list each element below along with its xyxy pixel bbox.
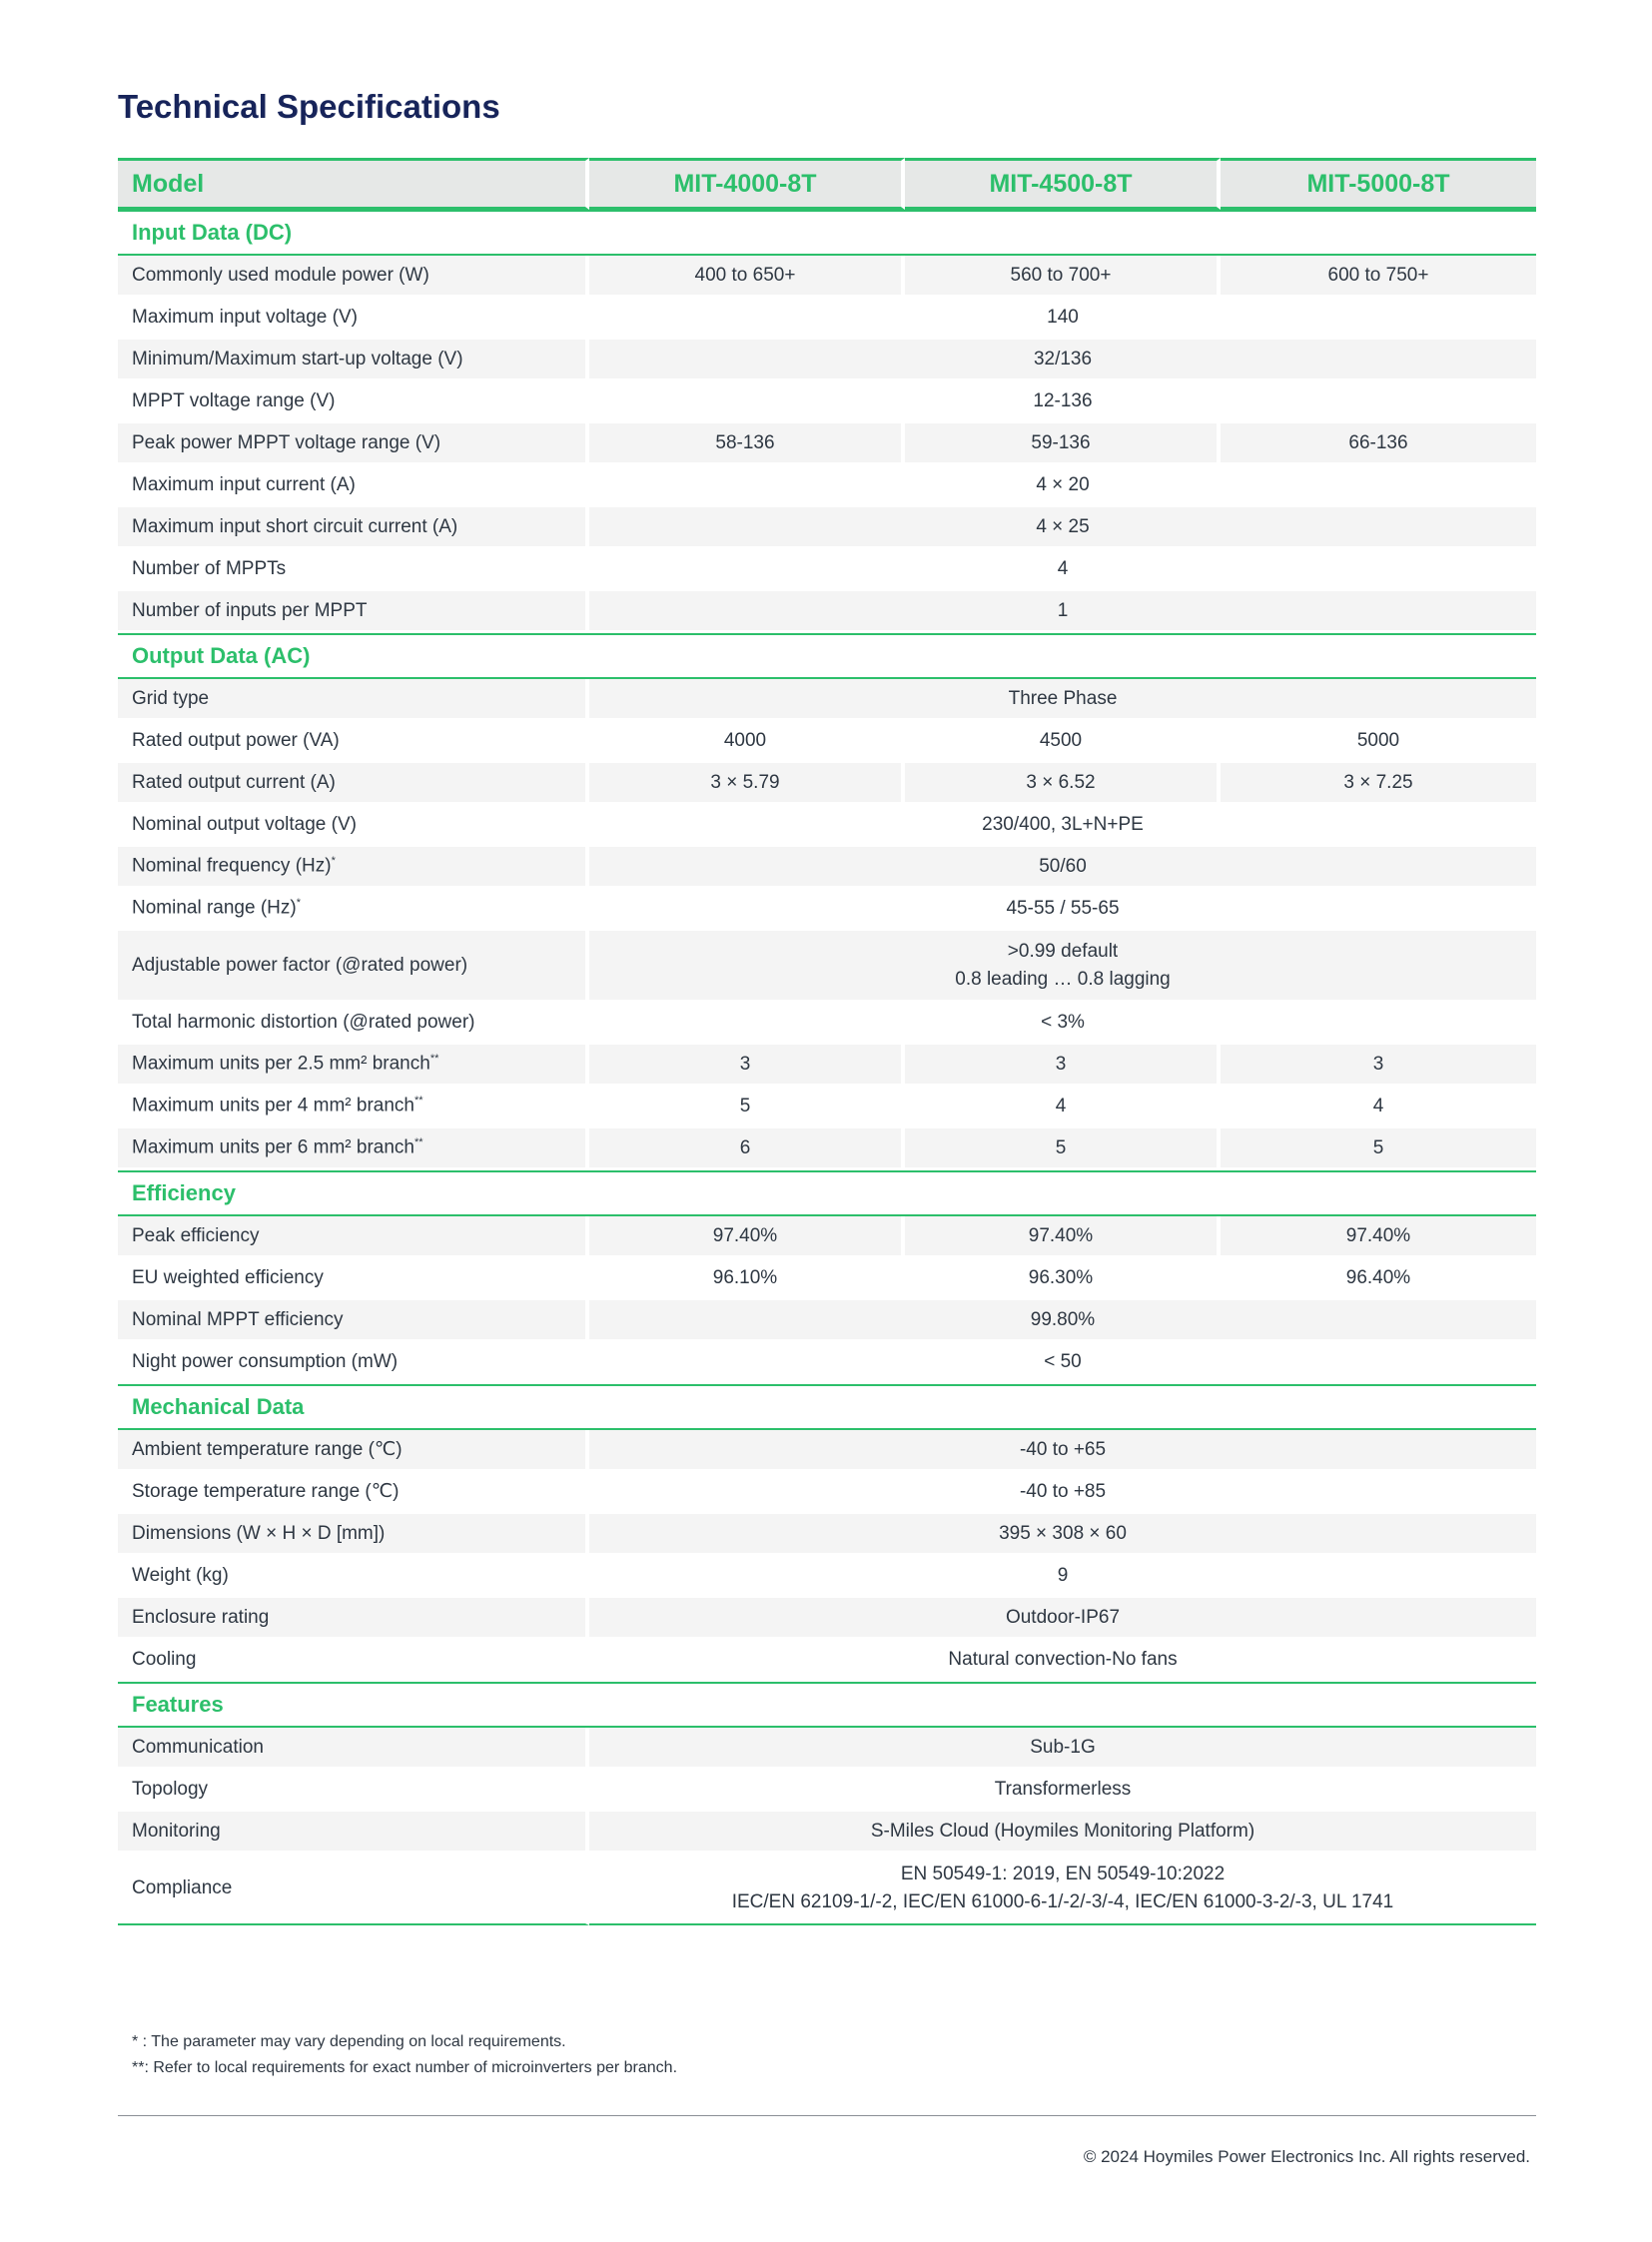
spec-value: 3 × 5.79 — [589, 763, 905, 805]
footnotes — [132, 2029, 677, 2081]
spec-value-shared: 9 — [589, 1556, 1536, 1598]
spec-label-cell — [118, 1430, 589, 1472]
spec-value-line: IEC/EN 62109-1/-2, IEC/EN 61000-6-1/-2/-3/-4, IEC/EN 61000-3-2/-3, UL 1741 — [731, 1891, 1394, 1912]
spec-label: Maximum input short circuit current (A) — [132, 515, 458, 537]
table-row — [118, 1598, 1536, 1640]
table-row — [118, 1342, 1536, 1384]
spec-label-cell — [118, 1812, 589, 1854]
spec-value-shared: < 50 — [589, 1342, 1536, 1384]
table-row — [118, 1514, 1536, 1556]
section-title: Efficiency — [118, 1170, 1536, 1216]
spec-label-cell — [118, 465, 589, 507]
spec-value-shared: Outdoor-IP67 — [589, 1598, 1536, 1640]
spec-value: 5 — [589, 1087, 905, 1128]
table-row — [118, 679, 1536, 721]
spec-value: 97.40% — [1221, 1216, 1536, 1258]
spec-value-shared — [589, 1854, 1536, 1925]
table-row — [118, 1258, 1536, 1300]
spec-label-cell — [118, 298, 589, 340]
spec-value-line: >0.99 default — [1007, 940, 1119, 962]
spec-value: 3 — [905, 1045, 1221, 1087]
spec-label-cell — [118, 1045, 589, 1087]
section-header-row — [118, 210, 1536, 256]
spec-label-cell — [118, 1128, 589, 1170]
spec-label: Maximum units per 6 mm² branch — [132, 1136, 414, 1158]
spec-label: Adjustable power factor (@rated power) — [132, 954, 468, 976]
spec-label: Maximum units per 2.5 mm² branch — [132, 1053, 430, 1075]
spec-label: Dimensions (W × H × D [mm]) — [132, 1522, 386, 1544]
spec-label: Ambient temperature range (℃) — [132, 1439, 403, 1460]
section-title: Features — [118, 1682, 1536, 1728]
section-title: Output Data (AC) — [118, 633, 1536, 679]
spec-value: 560 to 700+ — [905, 256, 1221, 298]
spec-label-cell — [118, 847, 589, 889]
spec-label-cell — [118, 1216, 589, 1258]
spec-value: 4 — [1221, 1087, 1536, 1128]
spec-label-cell — [118, 549, 589, 591]
spec-label: Communication — [132, 1736, 264, 1758]
spec-value-shared: Transformerless — [589, 1770, 1536, 1812]
spec-label-cell — [118, 340, 589, 381]
section-header-row — [118, 1384, 1536, 1430]
table-row — [118, 1728, 1536, 1770]
spec-label-cell — [118, 381, 589, 423]
spec-value: 5 — [905, 1128, 1221, 1170]
spec-label-cell — [118, 1472, 589, 1514]
spec-value-shared: 4 × 25 — [589, 507, 1536, 549]
spec-value: 97.40% — [905, 1216, 1221, 1258]
spec-label-cell — [118, 679, 589, 721]
spec-value: 3 — [589, 1045, 905, 1087]
table-row — [118, 1854, 1536, 1925]
spec-value: 4 — [905, 1087, 1221, 1128]
spec-value: 96.40% — [1221, 1258, 1536, 1300]
spec-value: 5000 — [1221, 721, 1536, 763]
spec-value-shared: 1 — [589, 591, 1536, 633]
table-row — [118, 507, 1536, 549]
footnote: **: Refer to local requirements for exact number of microinverters per branch. — [132, 2059, 678, 2076]
spec-label-cell — [118, 1514, 589, 1556]
spec-table — [118, 158, 1536, 1925]
spec-value-shared: 32/136 — [589, 340, 1536, 381]
spec-label: EU weighted efficiency — [132, 1266, 324, 1288]
spec-label-cell — [118, 1728, 589, 1770]
footnote-marker: * — [296, 897, 302, 910]
spec-value: 400 to 650+ — [589, 256, 905, 298]
spec-value: 4000 — [589, 721, 905, 763]
model-column-header: MIT-5000-8T — [1221, 158, 1536, 210]
table-row — [118, 889, 1536, 931]
table-row — [118, 805, 1536, 847]
table-row — [118, 1556, 1536, 1598]
spec-label: Peak power MPPT voltage range (V) — [132, 431, 441, 453]
table-row — [118, 1430, 1536, 1472]
spec-label-cell — [118, 1258, 589, 1300]
spec-label-cell — [118, 931, 589, 1003]
spec-value-shared: 99.80% — [589, 1300, 1536, 1342]
table-row — [118, 256, 1536, 298]
spec-label: Total harmonic distortion (@rated power) — [132, 1011, 475, 1033]
spec-value-shared: -40 to +85 — [589, 1472, 1536, 1514]
table-row — [118, 721, 1536, 763]
table-row — [118, 340, 1536, 381]
spec-value-shared — [589, 931, 1536, 1003]
spec-label: MPPT voltage range (V) — [132, 389, 336, 411]
table-row — [118, 591, 1536, 633]
spec-label: Minimum/Maximum start-up voltage (V) — [132, 348, 463, 370]
spec-label-cell — [118, 1342, 589, 1384]
spec-value: 96.10% — [589, 1258, 905, 1300]
spec-label-cell — [118, 1003, 589, 1045]
spec-value: 5 — [1221, 1128, 1536, 1170]
table-row — [118, 465, 1536, 507]
table-row — [118, 1812, 1536, 1854]
spec-value-shared: 395 × 308 × 60 — [589, 1514, 1536, 1556]
spec-label-cell — [118, 1770, 589, 1812]
model-header: Model — [118, 158, 589, 210]
spec-value-shared: Three Phase — [589, 679, 1536, 721]
spec-table-body — [118, 210, 1536, 1925]
spec-value: 3 × 7.25 — [1221, 763, 1536, 805]
spec-label-cell — [118, 1854, 589, 1925]
spec-label-cell — [118, 1556, 589, 1598]
spec-label: Rated output power (VA) — [132, 729, 340, 751]
spec-label: Compliance — [132, 1877, 233, 1898]
spec-label-cell — [118, 1598, 589, 1640]
spec-value-shared: -40 to +65 — [589, 1430, 1536, 1472]
spec-label: Weight (kg) — [132, 1564, 229, 1586]
page-title: Technical Specifications — [118, 88, 500, 125]
spec-label: Rated output current (A) — [132, 771, 336, 793]
spec-value: 600 to 750+ — [1221, 256, 1536, 298]
spec-label: Nominal range (Hz) — [132, 897, 297, 919]
table-row — [118, 847, 1536, 889]
spec-value-line: 0.8 leading … 0.8 lagging — [955, 968, 1171, 990]
spec-label: Enclosure rating — [132, 1606, 270, 1628]
spec-label: Nominal output voltage (V) — [132, 813, 357, 835]
spec-value-shared: 50/60 — [589, 847, 1536, 889]
spec-label: Number of inputs per MPPT — [132, 599, 368, 621]
spec-label-cell — [118, 1087, 589, 1128]
spec-value-shared: 140 — [589, 298, 1536, 340]
table-row — [118, 1472, 1536, 1514]
copyright-text: © 2024 Hoymiles Power Electronics Inc. All rights reserved. — [1083, 2147, 1530, 2166]
spec-label-cell — [118, 1640, 589, 1682]
footnote-marker: * — [331, 855, 336, 868]
spec-value-shared: Sub-1G — [589, 1728, 1536, 1770]
spec-label: Storage temperature range (℃) — [132, 1481, 400, 1502]
section-header-row — [118, 633, 1536, 679]
model-column-header: MIT-4500-8T — [905, 158, 1221, 210]
spec-value: 6 — [589, 1128, 905, 1170]
table-row — [118, 1216, 1536, 1258]
spec-label: Night power consumption (mW) — [132, 1350, 399, 1372]
table-row — [118, 763, 1536, 805]
section-header-row — [118, 1170, 1536, 1216]
spec-label: Grid type — [132, 687, 210, 709]
spec-label: Monitoring — [132, 1820, 221, 1842]
spec-value-shared: 4 × 20 — [589, 465, 1536, 507]
table-row — [118, 1003, 1536, 1045]
spec-value: 3 × 6.52 — [905, 763, 1221, 805]
spec-value-shared: S-Miles Cloud (Hoymiles Monitoring Platform) — [589, 1812, 1536, 1854]
table-row — [118, 298, 1536, 340]
spec-label-cell — [118, 507, 589, 549]
table-header-row — [118, 158, 1536, 210]
spec-value: 96.30% — [905, 1258, 1221, 1300]
spec-label: Maximum units per 4 mm² branch — [132, 1095, 414, 1117]
spec-label-cell — [118, 423, 589, 465]
spec-label-cell — [118, 1300, 589, 1342]
spec-value: 66-136 — [1221, 423, 1536, 465]
spec-label: Number of MPPTs — [132, 557, 287, 579]
table-row — [118, 1045, 1536, 1087]
spec-value-line: EN 50549-1: 2019, EN 50549-10:2022 — [900, 1864, 1226, 1884]
spec-label-cell — [118, 763, 589, 805]
spec-label-cell — [118, 721, 589, 763]
table-row — [118, 1128, 1536, 1170]
table-row — [118, 381, 1536, 423]
spec-value: 3 — [1221, 1045, 1536, 1087]
footer-divider — [118, 2115, 1536, 2116]
spec-label-cell — [118, 591, 589, 633]
spec-value-shared: 45-55 / 55-65 — [589, 889, 1536, 931]
table-row — [118, 1300, 1536, 1342]
footnote: * : The parameter may vary depending on local requirements. — [132, 2033, 566, 2050]
section-title: Mechanical Data — [118, 1384, 1536, 1430]
footnote-marker: ** — [429, 1053, 439, 1066]
section-header-row — [118, 1682, 1536, 1728]
spec-label: Topology — [132, 1778, 209, 1800]
footnote-marker: ** — [413, 1095, 423, 1108]
spec-value-shared: 4 — [589, 549, 1536, 591]
spec-value: 58-136 — [589, 423, 905, 465]
table-row — [118, 931, 1536, 1003]
section-title: Input Data (DC) — [118, 210, 1536, 256]
table-row — [118, 1770, 1536, 1812]
spec-value: 4500 — [905, 721, 1221, 763]
footnote-marker: ** — [413, 1136, 423, 1149]
spec-label: Commonly used module power (W) — [132, 264, 429, 286]
spec-label: Maximum input current (A) — [132, 473, 356, 495]
spec-label: Nominal frequency (Hz) — [132, 855, 332, 877]
spec-label: Maximum input voltage (V) — [132, 306, 358, 328]
table-row — [118, 1087, 1536, 1128]
spec-value-shared: < 3% — [589, 1003, 1536, 1045]
table-row — [118, 423, 1536, 465]
spec-value-shared: Natural convection-No fans — [589, 1640, 1536, 1682]
model-column-header: MIT-4000-8T — [589, 158, 905, 210]
spec-label: Cooling — [132, 1648, 197, 1670]
spec-label: Peak efficiency — [132, 1224, 260, 1246]
table-row — [118, 549, 1536, 591]
spec-value: 97.40% — [589, 1216, 905, 1258]
spec-value-shared: 12-136 — [589, 381, 1536, 423]
spec-label-cell — [118, 805, 589, 847]
table-row — [118, 1640, 1536, 1682]
spec-label: Nominal MPPT efficiency — [132, 1308, 344, 1330]
spec-value: 59-136 — [905, 423, 1221, 465]
spec-label-cell — [118, 256, 589, 298]
spec-value-shared: 230/400, 3L+N+PE — [589, 805, 1536, 847]
spec-label-cell — [118, 889, 589, 931]
